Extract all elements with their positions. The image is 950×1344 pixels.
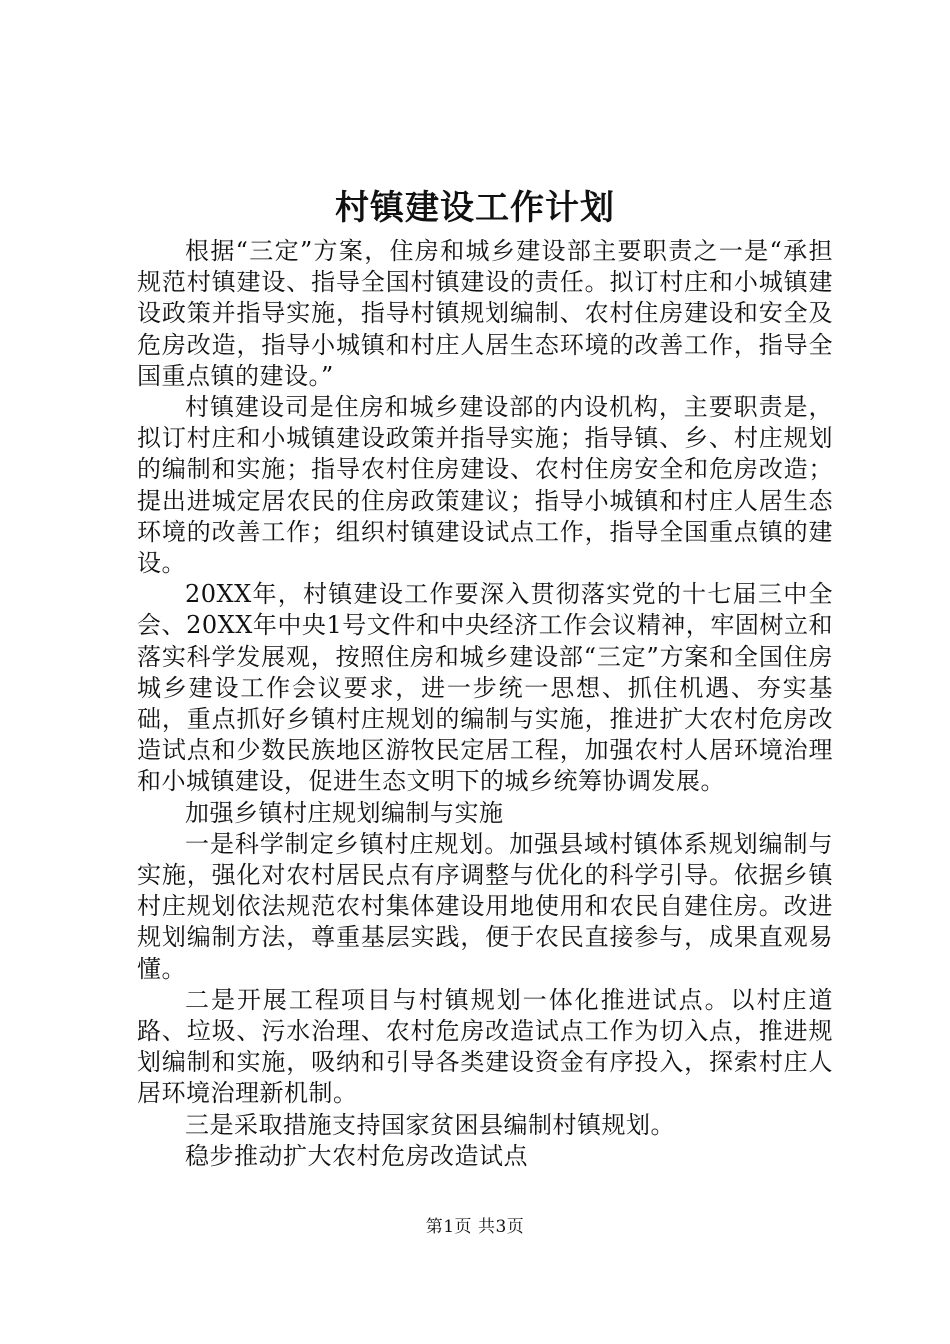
paragraph-item-one: 一是科学制定乡镇村庄规划。加强县域村镇体系规划编制与实施，强化对农村居民点有序调整与优化的科学引导。依据乡镇村庄规划依法规范农村集体建设用地使用和农民自建住房。改进规划编制方法，尊重基层实践，便于农民直接参与，成果直观易懂。	[137, 829, 833, 983]
document-title: 村镇建设工作计划	[335, 188, 615, 228]
paragraph-mandate: 根据“三定”方案，住房和城乡建设部主要职责之一是“承担规范村镇建设、指导全国村镇建设的责任。拟订村庄和小城镇建设政策并指导实施，指导村镇规划编制、农村住房建设和安全及危房改造，指导小城镇和村庄人居生态环境的改善工作，指导全国重点镇的建设。”	[137, 237, 833, 390]
page-footer: 第1页 共3页	[425, 1217, 525, 1237]
document-body	[137, 236, 833, 1172]
section-heading-renovation: 稳步推动扩大农村危房改造试点	[185, 1141, 528, 1170]
paragraph-annual-plan: 20XX年，村镇建设工作要深入贯彻落实党的十七届三中全会、20XX年中央1号文件和中央经济工作会议精神，牢固树立和落实科学发展观，按照住房和城乡建设部“三定”方案和全国住房城乡建设工作会议要求，进一步统一思想、抓住机遇、夯实基础，重点抓好乡镇村庄规划的编制与实施，推进扩大农村危房改造试点和少数民族地区游牧民定居工程，加强农村人居环境治理和小城镇建设，促进生态文明下的城乡统筹协调发展。	[137, 580, 833, 796]
section-heading-planning: 加强乡镇村庄规划编制与实施	[185, 798, 504, 827]
paragraph-department-duties: 村镇建设司是住房和城乡建设部的内设机构，主要职责是，拟订村庄和小城镇建设政策并指导实施；指导镇、乡、村庄规划的编制和实施；指导农村住房建设、农村住房安全和危房改造；提出进城定居农民的住房政策建议；指导小城镇和村庄人居生态环境的改善工作；组织村镇建设试点工作，指导全国重点镇的建设。	[137, 393, 833, 578]
paragraph-item-three: 三是采取措施支持国家贫困县编制村镇规划。	[185, 1110, 675, 1139]
paragraph-item-two: 二是开展工程项目与村镇规划一体化推进试点。以村庄道路、垃圾、污水治理、农村危房改造试点工作为切入点，推进规划编制和实施，吸纳和引导各类建设资金有序投入，探索村庄人居环境治理新机制。	[137, 985, 833, 1108]
